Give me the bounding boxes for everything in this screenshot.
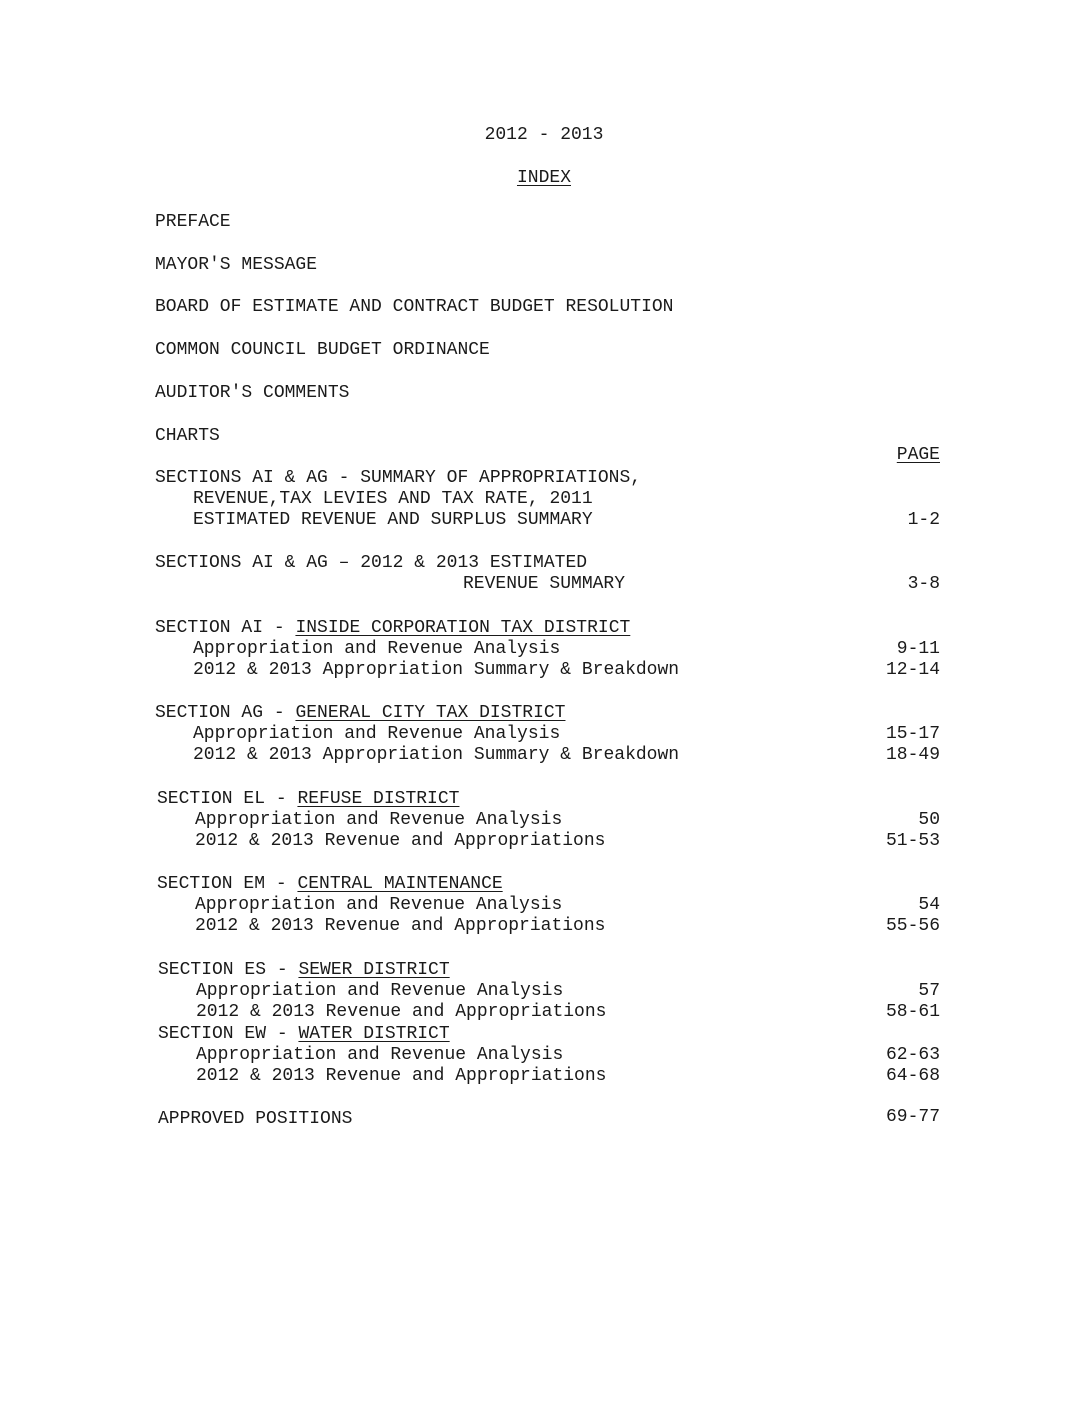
page-column-heading xyxy=(897,445,940,466)
section-item-label: 2012 & 2013 Revenue and Appropriations xyxy=(196,1066,607,1086)
section-heading xyxy=(157,874,503,895)
section-prefix: SECTION EM - xyxy=(157,874,298,894)
page-number: 18-49 xyxy=(885,745,940,765)
section-name: GENERAL CITY TAX DISTRICT xyxy=(295,703,566,723)
year-range: 2012 - 2013 xyxy=(484,125,604,145)
index-heading xyxy=(0,168,1088,189)
section-name: REFUSE DISTRICT xyxy=(297,789,460,809)
summary-section-line: REVENUE,TAX LEVIES AND TAX RATE, 2011 xyxy=(193,489,593,509)
page-number: 54 xyxy=(918,895,940,915)
page-number: 51-53 xyxy=(885,831,940,851)
page-number: 62-63 xyxy=(885,1045,940,1065)
page-number: 64-68 xyxy=(885,1066,940,1086)
section-heading xyxy=(155,618,630,639)
summary-section-line: REVENUE SUMMARY xyxy=(463,574,626,594)
auditors-comments-entry: AUDITOR'S COMMENTS xyxy=(155,383,350,403)
section-prefix: SECTION AG - xyxy=(155,703,296,723)
common-council-entry: COMMON COUNCIL BUDGET ORDINANCE xyxy=(155,340,490,360)
section-prefix: SECTION EW - xyxy=(158,1024,299,1044)
section-item-label: 2012 & 2013 Revenue and Appropriations xyxy=(196,1002,607,1022)
section-heading xyxy=(158,1024,450,1045)
section-heading xyxy=(155,703,565,724)
section-item-label: 2012 & 2013 Appropriation Summary & Breakdown xyxy=(193,745,680,765)
section-prefix: SECTION EL - xyxy=(157,789,298,809)
section-prefix: SECTION ES - xyxy=(158,960,299,980)
summary-section-line: SECTIONS AI & AG - SUMMARY OF APPROPRIATIONS, xyxy=(155,468,642,488)
section-prefix: SECTION AI - xyxy=(155,618,296,638)
summary-section-line: SECTIONS AI & AG – 2012 & 2013 ESTIMATED xyxy=(155,553,588,573)
page-number: 3-8 xyxy=(907,574,940,594)
page-number: 1-2 xyxy=(907,510,940,530)
section-item-label: 2012 & 2013 Revenue and Appropriations xyxy=(195,831,606,851)
section-item-label: Appropriation and Revenue Analysis xyxy=(193,639,561,659)
section-name: WATER DISTRICT xyxy=(298,1024,450,1044)
page-number: 12-14 xyxy=(885,660,940,680)
section-item-label: Appropriation and Revenue Analysis xyxy=(196,1045,564,1065)
page-number: 9-11 xyxy=(896,639,940,659)
section-item-label: Appropriation and Revenue Analysis xyxy=(195,895,563,915)
section-heading xyxy=(158,960,450,981)
section-item-label: Appropriation and Revenue Analysis xyxy=(193,724,561,744)
approved-positions-entry: APPROVED POSITIONS xyxy=(158,1109,353,1129)
section-name: CENTRAL MAINTENANCE xyxy=(297,874,503,894)
page-number: 50 xyxy=(918,810,940,830)
preface-entry: PREFACE xyxy=(155,212,231,232)
section-item-label: 2012 & 2013 Appropriation Summary & Breakdown xyxy=(193,660,680,680)
page-number: 15-17 xyxy=(885,724,940,744)
section-item-label: 2012 & 2013 Revenue and Appropriations xyxy=(195,916,606,936)
board-of-estimate-entry: BOARD OF ESTIMATE AND CONTRACT BUDGET RESOLUTION xyxy=(155,297,674,317)
section-name: SEWER DISTRICT xyxy=(298,960,450,980)
index-heading-text: INDEX xyxy=(516,168,571,188)
section-name: INSIDE CORPORATION TAX DISTRICT xyxy=(295,618,631,638)
summary-section-line: ESTIMATED REVENUE AND SURPLUS SUMMARY xyxy=(193,510,593,530)
page-number: 58-61 xyxy=(885,1002,940,1022)
page-number: 69-77 xyxy=(885,1107,940,1127)
page-number: 55-56 xyxy=(885,916,940,936)
mayors-message-entry: MAYOR'S MESSAGE xyxy=(155,255,318,275)
page-number: 57 xyxy=(918,981,940,1001)
section-item-label: Appropriation and Revenue Analysis xyxy=(196,981,564,1001)
section-heading xyxy=(157,789,459,810)
charts-entry: CHARTS xyxy=(155,426,220,446)
section-item-label: Appropriation and Revenue Analysis xyxy=(195,810,563,830)
page-column-heading-text: PAGE xyxy=(896,445,940,465)
